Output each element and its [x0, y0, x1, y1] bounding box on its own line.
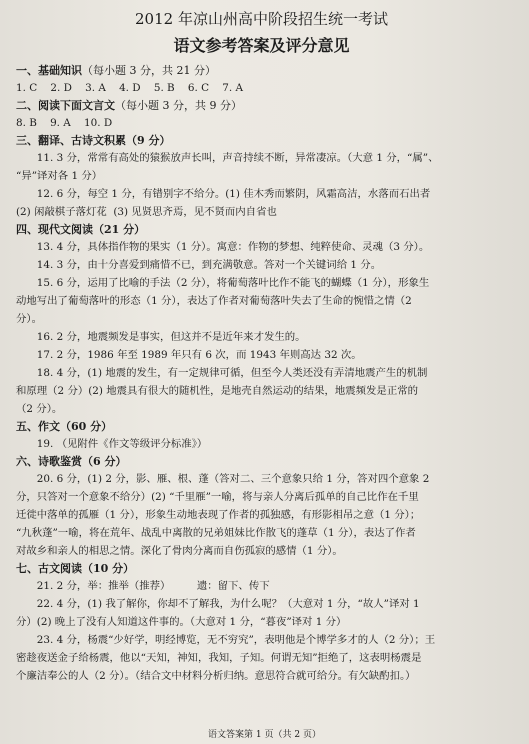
answer-line: 17. 2 分，1986 年至 1989 年只有 6 次，而 1943 年则高达 32 次。	[36, 349, 362, 361]
answer-line: 对故乡和亲人的相思之情。深化了骨肉分离而自伤孤寂的感情（1 分）。	[16, 545, 343, 557]
section-heading	[16, 453, 507, 470]
section-heading-text: 七、古文阅读（10 分）	[16, 562, 135, 575]
answer-line: 15. 6 分，运用了比喻的手法（2 分），将葡萄落叶比作不能飞的蝴蝶（1 分），形象生	[36, 277, 430, 289]
answer-line: “异”译对各 1 分）	[16, 170, 103, 182]
section-score-note: （每小题 3 分，共 9 分）	[115, 99, 242, 112]
answer-line: 动地写出了葡萄落叶的形态（1 分），表达了作者对葡萄落叶失去了生命的惋惜之情（2	[16, 295, 412, 307]
section-heading	[16, 221, 507, 238]
answer-line: 19. （见附件《作文等级评分标准》）	[36, 438, 208, 450]
answer-line: 13. 4 分，具体指作物的果实（1 分）。寓意：作物的梦想、纯粹使命、灵魂（3 分）。	[36, 241, 430, 253]
section-heading	[16, 62, 507, 79]
answer-line: 分，只答对一个意象不给分）(2) “千里雁”一喻，将与亲人分离后孤单的自己比作在千里	[16, 491, 419, 503]
section-heading-text: 一、基础知识	[16, 64, 82, 77]
answer-line: (2) 闲敲棋子落灯花 (3) 见贤思齐焉，见不贤而内自省也	[16, 206, 277, 218]
answer-line: （2 分）。	[16, 403, 63, 415]
exam-title: 2012 年凉山州高中阶段招生统一考试	[135, 10, 388, 28]
section-heading-text: 三、翻译、古诗文积累（9 分）	[16, 134, 171, 147]
section-heading-text: 四、现代文阅读（21 分）	[16, 223, 146, 236]
section-score-note: （每小题 3 分，共 21 分）	[82, 64, 216, 77]
section-heading-text: 六、诗歌鉴赏（6 分）	[16, 455, 127, 468]
section-heading-text: 二、阅读下面文言文	[16, 99, 115, 112]
section-heading	[16, 560, 507, 577]
answer-line: 分）。	[16, 313, 42, 325]
answer-line: 23. 4 分，杨震“少好学，明经博览，无不穷究”，表明他是个博学多才的人（2 分）；王	[36, 634, 436, 646]
answer-line: 12. 6 分，每空 1 分，有错别字不给分。(1) 佳木秀而繁阴，风霜高洁，水落而石出者	[36, 188, 431, 200]
section-heading	[16, 97, 507, 114]
answer-line: 迁徙中落单的孤雁（1 分），形象生动地表现了作者的孤独感，有形影相吊之意（1 分）；	[16, 509, 421, 521]
answer-line: 21. 2 分，举：推举（推荐） 遗：留下、传下	[36, 580, 270, 592]
answer-line: 16. 2 分，地震频发是事实，但这并不是近年来才发生的。	[36, 331, 306, 343]
answer-line: 11. 3 分，常常有高处的猿猴放声长叫，声音持续不断，异常凄凉。（大意 1 分，“属”、	[36, 152, 439, 164]
section-heading	[16, 132, 507, 149]
answer-line: 1. C 2. D 3. A 4. D 5. B 6. C 7. A	[16, 82, 243, 94]
document-title: 语文参考答案及评分意见	[173, 36, 350, 55]
answer-line: 18. 4 分，(1) 地震的发生，有一定规律可循，但至今人类还没有弄清地震产生的机制	[36, 367, 428, 379]
answer-content	[16, 62, 507, 685]
answer-line: 个廉洁奉公的人（2 分）。（结合文中材料分析归纳。意思符合就可给分。有欠缺酌扣。）	[16, 670, 416, 682]
answer-line: 8. B 9. A 10. D	[16, 117, 113, 129]
answer-line: “九秋蓬”一喻，将在荒年、战乱中离散的兄弟姐妹比作散飞的蓬草（1 分），表达了作者	[16, 527, 416, 539]
section-heading	[16, 418, 507, 435]
answer-line: 22. 4 分，(1) 我了解你，你却不了解我，为什么呢？（大意对 1 分，“故人”译对 1	[36, 598, 420, 610]
page-footer: 语文答案第 1 页（共 2 页）	[208, 730, 321, 740]
answer-line: 分）(2) 晚上了没有人知道这件事的。（大意对 1 分，“暮夜”译对 1 分）	[16, 616, 347, 628]
answer-line: 14. 3 分，由十分喜爱到痛惜不已，到充满敬意。答对一个关键词给 1 分。	[36, 259, 382, 271]
section-heading-text: 五、作文（60 分）	[16, 420, 113, 433]
answer-line: 和原理（2 分）(2) 地震具有很大的随机性，是地壳自然运动的结果，地震频发是正常的	[16, 385, 418, 397]
answer-line: 密趁夜送金子给杨震，他以“天知，神知，我知，子知。何谓无知”拒绝了，这表明杨震是	[16, 652, 422, 664]
answer-line: 20. 6 分，(1) 2 分，影、雁、根、蓬（答对二、三个意象只给 1 分，答对四个意象 2	[36, 473, 430, 485]
